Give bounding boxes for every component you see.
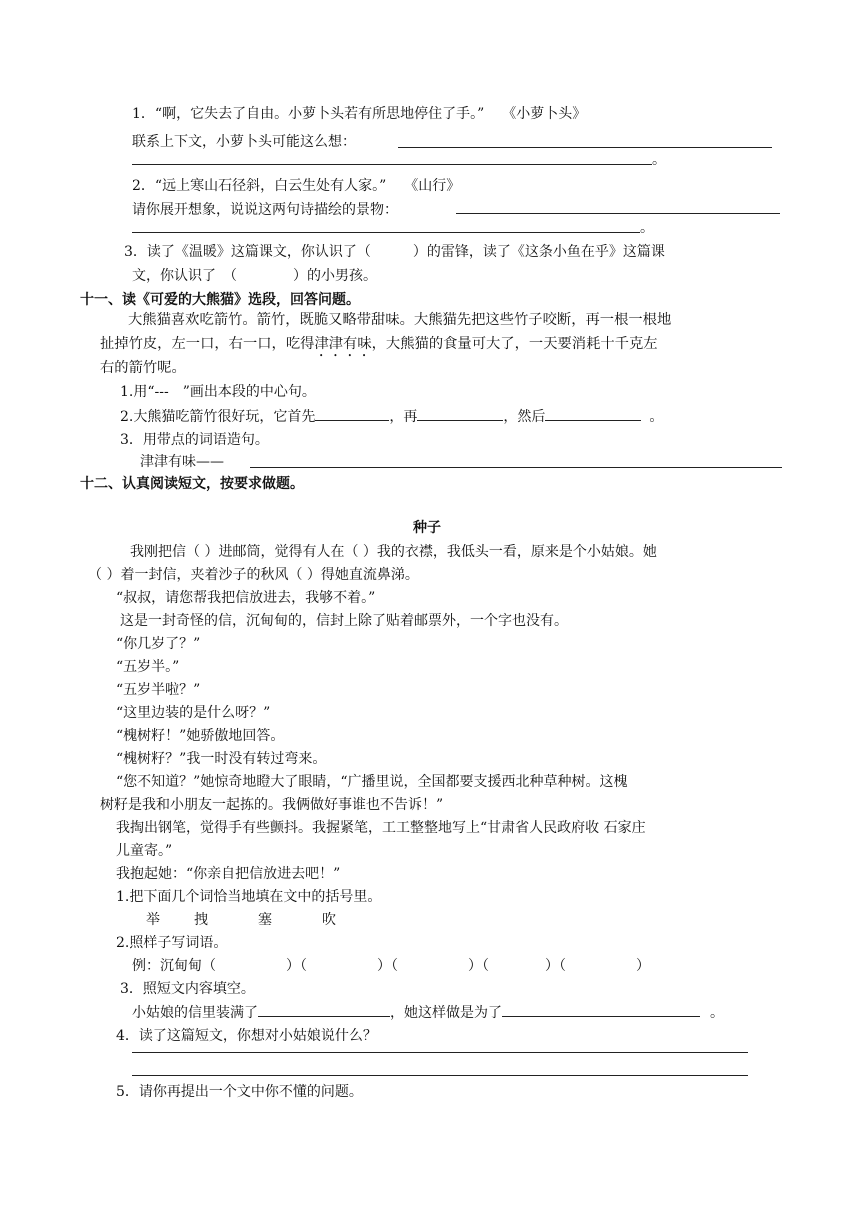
q2-source: 《山行》 [404, 178, 461, 194]
s11-q2-blank-1[interactable] [315, 406, 389, 421]
s12-q3-a: 小姑娘的信里装满了 [132, 1005, 258, 1021]
q3-line2: 文，你认识了 （ ）的小男孩。 [132, 268, 377, 284]
story-line-1: 我刚把信（ ）进邮筒，觉得有人在（ ）我的衣襟，我低头一看，原来是个小姑娘。她 [130, 544, 657, 560]
q2-period: 。 [640, 220, 654, 236]
s12-q3-blank-2[interactable] [502, 1002, 700, 1017]
s11-q1: 1.用“--- ”画出本段的中心句。 [120, 384, 316, 400]
s12-q2-example: 例：沉甸甸（ ）（ ）（ ）（ ）（ ） [132, 958, 650, 974]
q1-quote: 1．“啊，它失去了自由。小萝卜头若有所思地停住了手。” [132, 106, 485, 122]
panda-para-line2-b: ，大熊猫的食量可大了，一天要消耗十千克左 [371, 336, 658, 352]
s12-q4-answer-line-1[interactable] [132, 1052, 748, 1053]
panda-para-line3: 右的箭竹呢。 [100, 360, 186, 376]
s11-q2-d: 。 [649, 409, 664, 425]
section-11-heading: 十一、读《可爱的大熊猫》选段，回答问题。 [80, 292, 360, 308]
s11-q2-a: 2.大熊猫吃箭竹很好玩，它首先 [120, 409, 316, 425]
word-4: 吹 [322, 912, 336, 928]
story-line-7: “五岁半啦？” [116, 682, 201, 698]
word-bank [146, 910, 336, 930]
q1-prompt: 联系上下文，小萝卜头可能这么想： [132, 134, 356, 150]
s12-q3-b: ，她这样做是为了 [390, 1005, 502, 1021]
s12-q5: 5．请你再提出一个文中你不懂的问题。 [116, 1084, 363, 1100]
story-line-3: “叔叔，请您帮我把信放进去，我够不着。” [116, 590, 376, 606]
s12-q3-fill [132, 1002, 724, 1023]
word-2: 拽 [194, 912, 208, 928]
s11-q2 [120, 406, 663, 427]
s11-q2-blank-2[interactable] [417, 406, 503, 421]
q1-period: 。 [652, 152, 666, 168]
story-line-14: 儿童寄。” [116, 843, 173, 859]
story-line-5: “你几岁了？” [116, 636, 201, 652]
q2-quote-line [132, 176, 460, 196]
story-line-4: 这是一封奇怪的信，沉甸甸的，信封上除了贴着邮票外，一个字也没有。 [120, 613, 568, 629]
s12-q3-c: 。 [710, 1005, 724, 1021]
panda-para-line1: 大熊猫喜欢吃箭竹。箭竹，既脆又略带甜味。大熊猫先把这些竹子咬断，再一根一根地 [128, 312, 672, 328]
story-line-8: “这里边装的是什么呀？” [116, 705, 271, 721]
q2-prompt: 请你展开想象，说说这两句诗描绘的景物： [132, 202, 398, 218]
dotted-word: 津津有味 [314, 336, 372, 352]
story-line-9: “槐树籽！”她骄傲地回答。 [116, 728, 285, 744]
s11-q3-word: 津津有味—— [140, 454, 224, 470]
s12-q1: 1.把下面几个词恰当地填在文中的括号里。 [116, 889, 382, 905]
q2-answer-line-1[interactable] [456, 213, 780, 214]
s11-q2-b: ，再 [389, 409, 418, 425]
s11-q3-answer-line[interactable] [250, 467, 782, 468]
story-line-12: 树籽是我和小朋友一起拣的。我俩做好事谁也不告诉！” [100, 797, 444, 813]
story-title: 种子 [413, 520, 441, 536]
q1-answer-line-2[interactable] [132, 164, 652, 165]
story-line-13: 我掏出钢笔，觉得手有些颤抖。我握紧笔，工工整整地写上“甘肃省人民政府收 石家庄 [116, 820, 646, 836]
section-12-heading: 十二、认真阅读短文，按要求做题。 [80, 476, 304, 492]
s12-q4-answer-line-2[interactable] [132, 1075, 748, 1076]
q3-line1: 3．读了《温暖》这篇课文，你认识了（ ）的雷锋，读了《这条小鱼在乎》这篇课 [124, 244, 665, 260]
q2-answer-line-2[interactable] [132, 232, 640, 233]
story-line-2: （ ）着一封信，夹着沙子的秋风（ ）得她直流鼻涕。 [88, 567, 419, 583]
panda-para-line2 [100, 334, 658, 360]
s11-q2-c: ，然后 [503, 409, 546, 425]
story-line-6: “五岁半。” [116, 659, 180, 675]
story-line-10: “槐树籽？”我一时没有转过弯来。 [116, 751, 327, 767]
story-line-15: 我抱起她：“你亲自把信放进去吧！” [116, 866, 341, 882]
s12-q2: 2.照样子写词语。 [116, 935, 228, 951]
s12-q3-blank-1[interactable] [258, 1002, 390, 1017]
q1-quote-line [132, 104, 586, 124]
q1-answer-line-1[interactable] [398, 147, 772, 148]
s12-q3: 3．照短文内容填空。 [120, 981, 255, 997]
panda-para-line2-a: 扯掉竹皮，左一口，右一口，吃得 [100, 336, 315, 352]
s11-q2-blank-3[interactable] [545, 406, 641, 421]
s11-q3: 3．用带点的词语造句。 [120, 432, 269, 448]
q2-quote: 2．“远上寒山石径斜，白云生处有人家。” [132, 178, 387, 194]
s12-q4: 4．读了这篇短文，你想对小姑娘说什么？ [116, 1028, 377, 1044]
word-3: 塞 [258, 912, 272, 928]
story-line-11: “您不知道？”她惊奇地瞪大了眼睛，“广播里说，全国都要支援西北种草种树。这槐 [116, 774, 628, 790]
word-1: 举 [146, 912, 160, 928]
q1-source: 《小萝卜头》 [502, 106, 587, 122]
